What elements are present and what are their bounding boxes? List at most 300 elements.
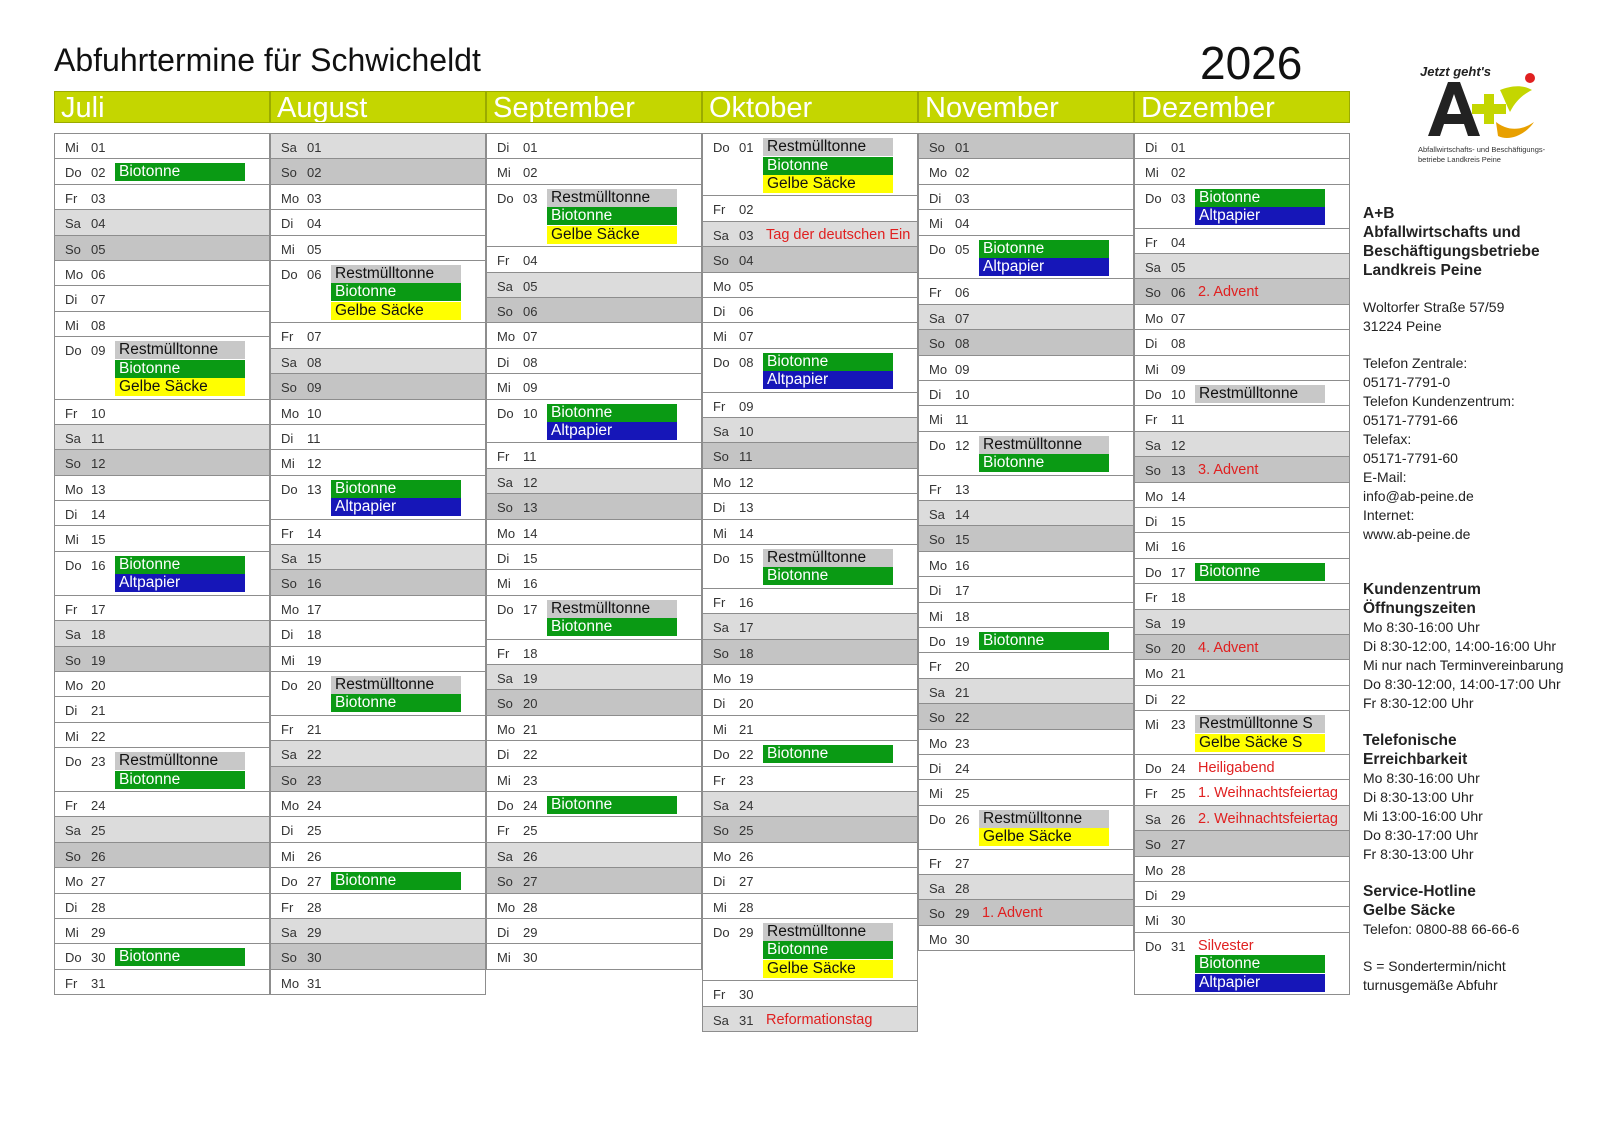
month-column-september — [486, 91, 702, 966]
day-row — [271, 716, 485, 741]
day-row — [1135, 831, 1349, 856]
day-row — [271, 261, 485, 323]
day-label — [497, 925, 537, 940]
day-label — [1145, 140, 1185, 155]
weekday: Fr — [713, 398, 726, 414]
day-label — [929, 507, 969, 522]
phone-hours-line: Mo 8:30-16:00 Uhr — [1363, 770, 1480, 786]
day-label — [281, 773, 321, 788]
day-row — [487, 545, 701, 570]
holiday-label: Tag der deutschen Ein — [766, 226, 911, 243]
day-row — [271, 596, 485, 621]
weekday: Mo — [281, 405, 300, 421]
day-number: 07 — [739, 329, 754, 345]
day-row — [703, 273, 917, 298]
day-number: 13 — [1171, 463, 1186, 479]
day-row — [919, 526, 1133, 551]
day-row — [55, 970, 269, 995]
day-number: 20 — [1171, 640, 1186, 656]
weekday: Mo — [713, 848, 732, 864]
weekday: Do — [1145, 190, 1162, 206]
day-row — [919, 381, 1133, 406]
day-number: 27 — [1171, 837, 1186, 853]
day-label — [65, 602, 105, 617]
day-row — [487, 570, 701, 595]
weekday: Fr — [497, 823, 510, 839]
collection-bio-badge: Biotonne — [115, 360, 245, 378]
day-row — [487, 596, 701, 640]
weekday: Sa — [497, 278, 513, 294]
collection-gelb-badge: Gelbe Säcke — [331, 302, 461, 320]
day-row — [919, 305, 1133, 330]
weekday: So — [929, 906, 945, 922]
day-number: 27 — [307, 874, 322, 890]
day-row — [703, 792, 917, 817]
day-label — [65, 406, 105, 421]
day-row — [919, 236, 1133, 280]
day-number: 28 — [739, 899, 754, 915]
day-row — [55, 697, 269, 722]
day-row — [487, 469, 701, 494]
day-number: 17 — [955, 583, 970, 599]
weekday: Do — [281, 481, 298, 497]
day-label — [281, 242, 321, 257]
day-label — [497, 773, 537, 788]
weekday: Di — [65, 292, 78, 308]
day-label — [497, 191, 537, 206]
weekday: Fr — [929, 285, 942, 301]
spacer — [1363, 864, 1598, 882]
day-label — [713, 475, 753, 490]
weekday: Do — [65, 343, 82, 359]
day-label — [929, 438, 969, 453]
weekday: Sa — [713, 1012, 729, 1028]
day-number: 08 — [523, 354, 538, 370]
day-label — [497, 253, 537, 268]
day-number: 11 — [1171, 412, 1185, 428]
day-label — [929, 786, 969, 801]
weekday: Mi — [497, 950, 511, 966]
holiday-label: 1. Advent — [982, 905, 1043, 922]
contact-line: 05171-7791-60 — [1363, 450, 1458, 466]
month-header: Juli — [54, 91, 270, 123]
day-number: 04 — [523, 253, 538, 269]
day-number: 24 — [955, 760, 970, 776]
weekday: Mi — [1145, 165, 1159, 181]
day-row — [919, 432, 1133, 476]
day-label — [497, 849, 537, 864]
collection-bio-badge: Biotonne — [115, 556, 245, 574]
day-number: 02 — [955, 165, 970, 181]
day-number: 31 — [1171, 938, 1186, 954]
day-row — [1135, 711, 1349, 755]
day-row — [703, 196, 917, 221]
day-label — [1145, 191, 1185, 206]
hours-title: Kundenzentrum — [1363, 581, 1481, 598]
day-row — [271, 159, 485, 184]
collection-papier-badge: Altpapier — [331, 498, 461, 516]
weekday: Mo — [1145, 488, 1164, 504]
day-label — [497, 722, 537, 737]
day-label — [65, 653, 105, 668]
weekday: Sa — [281, 354, 297, 370]
weekday: Mi — [65, 728, 79, 744]
day-label — [281, 576, 321, 591]
weekday: So — [497, 303, 513, 319]
day-row — [271, 210, 485, 235]
day-label — [497, 140, 537, 155]
weekday: Di — [281, 430, 294, 446]
day-row — [919, 577, 1133, 602]
day-number: 06 — [955, 285, 970, 301]
day-label — [1145, 786, 1185, 801]
day-number: 21 — [91, 703, 106, 719]
weekday: Mo — [929, 735, 948, 751]
spacer — [1363, 713, 1598, 731]
day-number: 21 — [739, 721, 754, 737]
collection-papier-badge: Altpapier — [115, 574, 245, 592]
contact-line: 05171-7791-66 — [1363, 412, 1458, 428]
holiday-label: 4. Advent — [1198, 639, 1259, 656]
month-column-november — [918, 91, 1134, 947]
ab-logo-icon — [1410, 60, 1550, 170]
day-label — [281, 329, 321, 344]
day-label — [713, 500, 753, 515]
day-label — [281, 747, 321, 762]
day-number: 19 — [739, 671, 754, 687]
collection-gelb-badge: Gelbe Säcke — [547, 226, 677, 244]
weekday: Mi — [281, 652, 295, 668]
org-name: Abfallwirtschafts und — [1363, 224, 1521, 241]
day-label — [65, 267, 105, 282]
day-number: 11 — [955, 412, 969, 428]
weekday: Mo — [281, 601, 300, 617]
day-row — [55, 312, 269, 337]
day-row — [919, 476, 1133, 501]
day-row — [703, 817, 917, 842]
day-row — [703, 981, 917, 1006]
collection-gelb-badge: Gelbe Säcke S — [1195, 734, 1325, 752]
weekday: Mo — [497, 329, 516, 345]
day-label — [281, 798, 321, 813]
day-row — [55, 723, 269, 748]
day-number: 24 — [307, 797, 322, 813]
weekday: Do — [497, 601, 514, 617]
day-number: 23 — [523, 772, 538, 788]
weekday: Di — [281, 627, 294, 643]
weekday: Do — [1145, 387, 1162, 403]
day-row — [703, 545, 917, 589]
day-row — [703, 665, 917, 690]
day-row — [919, 926, 1133, 951]
hours-line: Fr 8:30-12:00 Uhr — [1363, 695, 1474, 711]
weekday: Mo — [713, 671, 732, 687]
collection-papier-badge: Altpapier — [979, 258, 1109, 276]
day-row — [271, 647, 485, 672]
day-label — [929, 311, 969, 326]
day-row — [55, 526, 269, 551]
weekday: So — [65, 456, 81, 472]
weekday: So — [1145, 640, 1161, 656]
day-label — [1145, 514, 1185, 529]
weekday: Di — [929, 583, 942, 599]
weekday: So — [713, 823, 729, 839]
day-number: 11 — [523, 449, 537, 465]
day-label — [497, 576, 537, 591]
weekday: Di — [1145, 336, 1158, 352]
day-row — [271, 476, 485, 520]
day-row — [55, 817, 269, 842]
day-row — [1135, 356, 1349, 381]
day-label — [497, 500, 537, 515]
day-row — [271, 545, 485, 570]
day-row — [487, 494, 701, 519]
hours-line: Mi nur nach Terminvereinbarung — [1363, 657, 1564, 673]
day-label — [281, 140, 321, 155]
day-label — [281, 823, 321, 838]
day-row — [919, 210, 1133, 235]
day-number: 19 — [307, 652, 322, 668]
day-row — [1135, 907, 1349, 932]
collection-bio-badge: Biotonne — [763, 745, 893, 763]
day-label — [281, 849, 321, 864]
day-row — [487, 273, 701, 298]
collection-papier-badge: Altpapier — [1195, 207, 1325, 225]
day-row — [1135, 305, 1349, 330]
day-label — [929, 140, 969, 155]
day-row — [1135, 635, 1349, 660]
weekday: Mi — [497, 380, 511, 396]
weekday: Fr — [65, 190, 78, 206]
spacer — [1363, 562, 1598, 580]
day-row — [919, 730, 1133, 755]
hours-line: Di 8:30-12:00, 14:00-16:00 Uhr — [1363, 638, 1557, 654]
weekday: Fr — [65, 797, 78, 813]
day-label — [929, 710, 969, 725]
day-row — [703, 443, 917, 468]
day-number: 25 — [739, 823, 754, 839]
day-number: 18 — [307, 627, 322, 643]
day-number: 30 — [1171, 913, 1186, 929]
day-row — [271, 400, 485, 425]
day-number: 06 — [307, 266, 322, 282]
day-number: 01 — [955, 140, 970, 155]
collection-papier-badge: Altpapier — [1195, 974, 1325, 992]
day-number: 29 — [307, 924, 322, 940]
day-row — [703, 767, 917, 792]
day-number: 17 — [739, 620, 754, 636]
contact-line: www.ab-peine.de — [1363, 526, 1471, 542]
day-label — [1145, 692, 1185, 707]
day-label — [713, 620, 753, 635]
day-row — [703, 690, 917, 715]
weekday: Mo — [1145, 862, 1164, 878]
contact-line: Telefon Zentrale: — [1363, 355, 1468, 371]
day-label — [497, 355, 537, 370]
day-label — [929, 412, 969, 427]
day-number: 24 — [91, 797, 106, 813]
collection-restmüll-badge: Restmülltonne — [547, 600, 677, 618]
day-label — [929, 362, 969, 377]
day-list — [918, 133, 1134, 951]
spacer — [1363, 336, 1598, 354]
day-number: 27 — [91, 874, 106, 890]
day-row — [487, 741, 701, 766]
month-header: Dezember — [1134, 91, 1350, 123]
day-label — [1145, 489, 1185, 504]
weekday: Sa — [713, 424, 729, 440]
day-number: 14 — [307, 525, 322, 541]
day-row — [1135, 780, 1349, 805]
day-label — [929, 216, 969, 231]
day-number: 23 — [91, 754, 106, 770]
weekday: Fr — [929, 659, 942, 675]
day-label — [1145, 616, 1185, 631]
day-label — [281, 627, 321, 642]
day-row — [919, 134, 1133, 159]
weekday: Sa — [929, 684, 945, 700]
collection-gelb-badge: Gelbe Säcke — [115, 378, 245, 396]
day-row — [1135, 533, 1349, 558]
weekday: Sa — [1145, 260, 1161, 276]
weekday: Mi — [929, 216, 943, 232]
weekday: Di — [929, 760, 942, 776]
weekday: Sa — [497, 474, 513, 490]
day-label — [1145, 939, 1185, 954]
day-row — [487, 247, 701, 272]
weekday: Mi — [497, 772, 511, 788]
collection-restmüll-badge: Restmülltonne — [763, 549, 893, 567]
day-label — [713, 449, 753, 464]
day-number: 04 — [307, 216, 322, 232]
day-label — [713, 399, 753, 414]
day-number: 18 — [523, 645, 538, 661]
org-name: Beschäftigungsbetriebe — [1363, 243, 1540, 260]
weekday: So — [713, 253, 729, 269]
weekday: Di — [497, 140, 510, 155]
day-row — [919, 653, 1133, 678]
weekday: Mi — [929, 786, 943, 802]
day-label — [497, 551, 537, 566]
day-number: 22 — [523, 747, 538, 763]
day-number: 09 — [955, 361, 970, 377]
day-row — [271, 970, 485, 995]
day-row — [703, 134, 917, 196]
day-number: 26 — [523, 848, 538, 864]
day-number: 21 — [1171, 666, 1186, 682]
weekday: Do — [713, 140, 730, 155]
collection-gelb-badge: Gelbe Säcke — [763, 175, 893, 193]
day-row — [919, 501, 1133, 526]
day-label — [929, 387, 969, 402]
day-row — [1135, 185, 1349, 229]
weekday: Mo — [929, 557, 948, 573]
weekday: So — [929, 532, 945, 548]
day-label — [1145, 590, 1185, 605]
day-number: 03 — [955, 190, 970, 206]
collection-restmüll-badge: Restmülltonne S — [1195, 715, 1325, 733]
day-label — [281, 526, 321, 541]
weekday: Fr — [1145, 786, 1158, 802]
day-row — [1135, 254, 1349, 279]
day-number: 08 — [739, 354, 754, 370]
day-number: 27 — [955, 855, 970, 871]
weekday: Mo — [497, 721, 516, 737]
day-label — [65, 482, 105, 497]
weekday: So — [1145, 285, 1161, 301]
collection-restmüll-badge: Restmülltonne — [331, 265, 461, 283]
collection-bio-badge: Biotonne — [763, 941, 893, 959]
day-row — [55, 134, 269, 159]
day-row — [271, 767, 485, 792]
day-row — [703, 393, 917, 418]
weekday: Mi — [65, 317, 79, 333]
day-label — [713, 279, 753, 294]
day-label — [65, 849, 105, 864]
day-number: 11 — [739, 449, 753, 465]
day-row — [1135, 508, 1349, 533]
phone-hours-line: Do 8:30-17:00 Uhr — [1363, 827, 1479, 843]
weekday: Mo — [281, 975, 300, 991]
day-number: 26 — [91, 848, 106, 864]
day-row — [919, 628, 1133, 653]
day-row — [919, 356, 1133, 381]
day-label — [1145, 913, 1185, 928]
day-row — [919, 780, 1133, 805]
weekday: Di — [65, 703, 78, 719]
day-number: 15 — [1171, 513, 1186, 529]
day-row — [919, 330, 1133, 355]
weekday: So — [929, 710, 945, 726]
collection-papier-badge: Altpapier — [547, 422, 677, 440]
day-label — [281, 602, 321, 617]
weekday: Do — [1145, 760, 1162, 776]
day-label — [65, 678, 105, 693]
day-row — [1135, 610, 1349, 635]
weekday: Do — [497, 190, 514, 206]
day-row — [271, 894, 485, 919]
collection-gelb-badge: Gelbe Säcke — [979, 828, 1109, 846]
day-label — [281, 653, 321, 668]
day-label — [929, 685, 969, 700]
day-number: 20 — [91, 677, 106, 693]
collection-bio-badge: Biotonne — [763, 353, 893, 371]
day-number: 01 — [1171, 140, 1186, 155]
day-label — [929, 336, 969, 351]
weekday: Sa — [65, 216, 81, 232]
day-number: 12 — [307, 456, 322, 472]
day-label — [497, 279, 537, 294]
collection-bio-badge: Biotonne — [1195, 563, 1325, 581]
day-number: 31 — [307, 975, 322, 991]
day-row — [1135, 882, 1349, 907]
day-row — [271, 323, 485, 348]
weekday: Sa — [65, 430, 81, 446]
day-number: 01 — [91, 140, 106, 155]
weekday: Do — [281, 266, 298, 282]
day-label — [713, 595, 753, 610]
day-number: 14 — [91, 507, 106, 523]
day-label — [497, 526, 537, 541]
day-row — [271, 843, 485, 868]
day-number: 09 — [1171, 361, 1186, 377]
weekday: Mi — [497, 165, 511, 181]
day-label — [65, 165, 105, 180]
month-header: August — [270, 91, 486, 123]
day-number: 03 — [523, 190, 538, 206]
day-label — [929, 165, 969, 180]
weekday: Sa — [1145, 615, 1161, 631]
